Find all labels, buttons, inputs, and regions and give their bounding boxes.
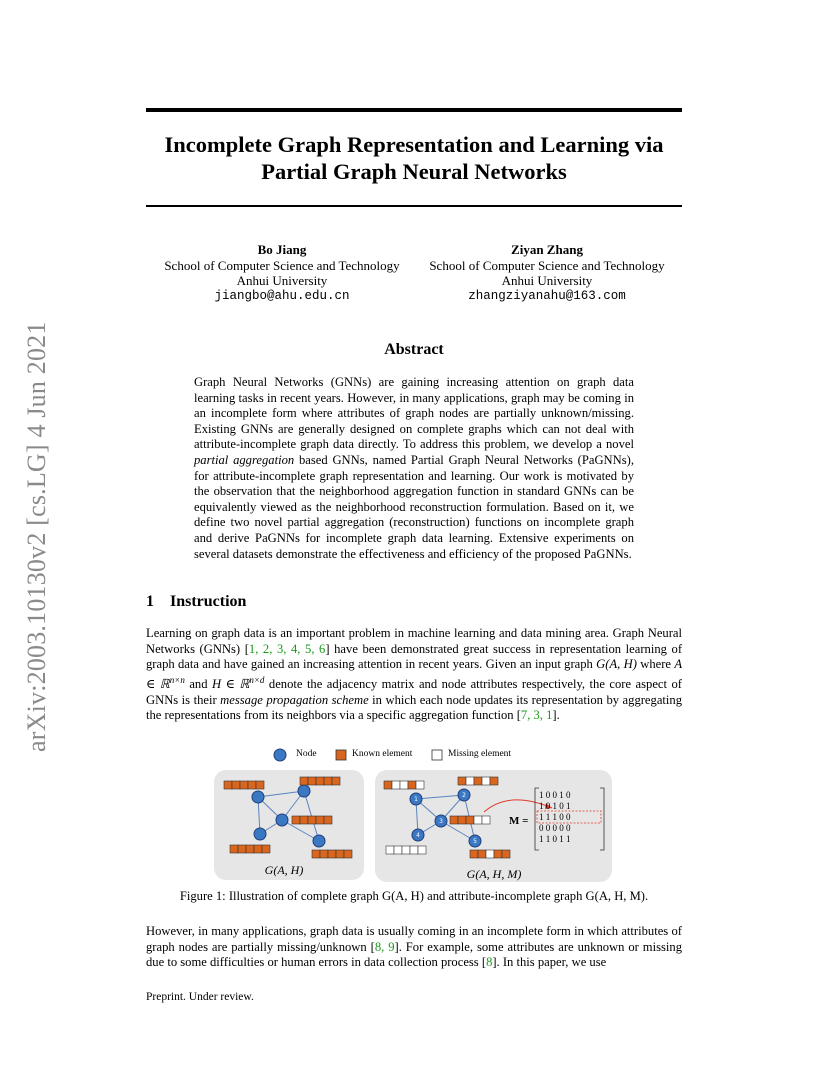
matrix-row: 1 0 0 1 0: [539, 790, 571, 800]
abstract-part: Graph Neural Networks (GNNs) are gaining increasing attention on graph data learning tasks in recent years. However, in many applications, graph may be coming in an incomplete form where attributes of graph nodes are partially unknown/missing. Existing GNNs are generally designed on complete graphs which can not deal with attribute-incomplete graph data directly. To address this problem, we develop a novel: [194, 375, 634, 452]
math-inline: A ∈ ℝ: [146, 657, 683, 691]
node-number: 5: [473, 838, 477, 845]
left-panel-label: G(A, H): [264, 863, 304, 877]
body-paragraph: [146, 924, 682, 971]
text-run: ]. In this paper, we use: [492, 955, 607, 970]
paper-title: [146, 131, 682, 185]
legend-known-label: Known element: [352, 749, 413, 759]
text-run: and: [184, 676, 212, 691]
section-title: Instruction: [170, 593, 247, 610]
node-number: 2: [462, 792, 466, 799]
abstract-text: [194, 375, 634, 562]
node-number: 3: [439, 818, 443, 825]
arxiv-sidebar-stamp: arXiv:2003.10130v2 [cs.LG] 4 Jun 2021: [22, 321, 51, 752]
math-inline: H ∈ ℝ: [212, 676, 250, 691]
legend-missing-label: Missing element: [448, 749, 512, 759]
author-name: Ziyan Zhang: [511, 242, 583, 257]
matrix-row: 1 1 1 0 0: [539, 812, 571, 822]
text-run: in which each node updates its representation by aggregating the representations from its neighbors via a specific aggregation function [: [146, 692, 682, 723]
text-emphasis: message propagation scheme: [220, 692, 369, 707]
author-affiliation: School of Computer Science and Technology: [429, 257, 665, 273]
citation-link[interactable]: 1, 2, 3, 4, 5, 6: [248, 641, 326, 656]
matrix-rows: [539, 790, 571, 844]
author-affiliation: School of Computer Science and Technology: [164, 257, 400, 273]
math-superscript: n×d: [249, 674, 265, 685]
node-number: 4: [416, 832, 420, 839]
legend-known-swatch: [336, 750, 346, 760]
section-number: 1: [146, 593, 154, 610]
matrix-row: 1 1 0 1 1: [539, 834, 571, 844]
section-heading: [146, 593, 246, 611]
figure-graphic: [214, 768, 614, 884]
title-top-rule: [146, 108, 682, 112]
matrix-row: 1 0 1 0 1: [539, 801, 571, 811]
node-number: 1: [414, 796, 418, 803]
page-footer: Preprint. Under review.: [146, 991, 254, 1003]
title-line-1: Incomplete Graph Representation and Learning via: [164, 132, 664, 157]
citation-link[interactable]: 7, 3, 1: [520, 708, 553, 723]
right-panel-label: G(A, H, M): [466, 867, 522, 881]
title-bottom-rule: [146, 205, 682, 207]
legend-swatches: [272, 747, 572, 763]
author-email[interactable]: zhangziyanahu@163.com: [468, 288, 626, 303]
citation-link[interactable]: 8: [486, 955, 493, 970]
legend-node-label: Node: [296, 749, 317, 759]
matrix-label: M =: [509, 815, 529, 827]
math-inline: G(A, H): [596, 657, 637, 672]
figure-caption: Figure 1: Illustration of complete graph G(A, H) and attribute-incomplete graph G(A, H, M).: [179, 889, 649, 903]
text-run: Learning on graph data is an important problem in machine learning and data mining area. Graph Neural Networks (GNNs) [: [146, 626, 682, 656]
matrix-row: 0 0 0 0 0: [539, 823, 571, 833]
author-email[interactable]: jiangbo@ahu.edu.cn: [214, 288, 350, 303]
legend-missing-swatch: [432, 750, 442, 760]
text-run: denote the adjacency matrix and node attributes respectively, the core aspect of GNNs is their: [146, 676, 682, 707]
citation-link[interactable]: 8, 9: [374, 939, 395, 954]
author-name: Bo Jiang: [257, 242, 307, 257]
text-run: However, in many applications, graph data is usually coming in an incomplete form in which attributes of graph nodes are partially missing/unknown [: [146, 924, 682, 954]
author-block-2: [407, 242, 687, 304]
legend-node-swatch: [274, 749, 286, 761]
text-run: where: [636, 657, 675, 672]
abstract-heading: Abstract: [384, 341, 444, 358]
intro-paragraph: [146, 626, 682, 724]
author-block-1: [142, 242, 422, 304]
abstract-part: based GNNs, named Partial Graph Neural Networks (PaGNNs), for attribute-incomplete graph representation and learning. Our work is motivated by the observation that the neighborhood aggregation function in standard GNNs can be equivalently viewed as the neighborhood reconstruction formulation. Based on it, we define two novel partial aggregation (reconstruction) functions on incomplete graph and derive PaGNNs for incomplete graph data learning. Extensive experiments on several datasets demonstrate the effectiveness and efficiency of the proposed PaGNNs.: [194, 452, 634, 561]
text-run: ].: [552, 708, 560, 723]
title-line-2: Partial Graph Neural Networks: [261, 159, 567, 184]
author-university: Anhui University: [236, 273, 328, 288]
math-superscript: n×n: [169, 674, 185, 685]
author-university: Anhui University: [501, 273, 593, 288]
abstract-emphasis: partial aggregation: [194, 452, 295, 467]
text-run: ] have been demonstrated great success in representation learning of graph data and have gained an increasing attention in recent years. Given an input graph: [146, 641, 683, 672]
text-run: ]. For example, some attributes are unknown or missing due to some difficulties or human errors in data collection process [: [146, 939, 682, 970]
